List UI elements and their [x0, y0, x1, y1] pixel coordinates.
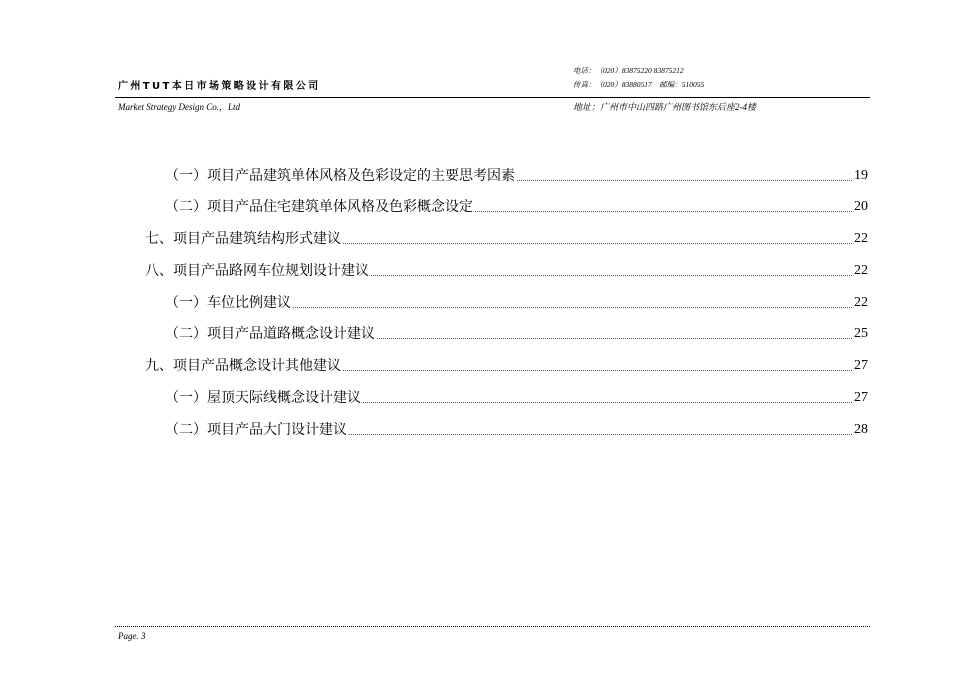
toc-entry[interactable] [145, 261, 868, 281]
toc-entry-title: （一）项目产品建筑单体风格及色彩设定的主要思考因素 [165, 168, 515, 184]
header-fax: 传真：（020）83880517 邮编：510055 [573, 80, 705, 89]
toc-dot-leader [363, 402, 852, 403]
toc-entry-page: 20 [854, 199, 868, 214]
toc-entry[interactable] [165, 166, 868, 186]
toc-entry-page: 19 [854, 168, 868, 183]
toc-dot-leader [343, 370, 852, 371]
toc-entry-title: （二）项目产品住宅建筑单体风格及色彩概念设定 [165, 199, 473, 215]
toc-entry-page: 22 [854, 231, 868, 246]
toc-dot-leader [343, 243, 852, 244]
toc-entry-title: 八、项目产品路网车位规划设计建议 [145, 263, 369, 279]
header-phone: 电话：（020）83875220 83875212 [573, 66, 684, 75]
toc-entry[interactable] [165, 388, 868, 408]
toc-dot-leader [377, 338, 852, 339]
toc-entry-title: 九、项目产品概念设计其他建议 [145, 358, 341, 374]
toc-entry[interactable] [165, 197, 868, 217]
company-name: 广州TUT本日市场策略设计有限公司 [118, 81, 321, 92]
toc-entry-title: （一）屋顶天际线概念设计建议 [165, 390, 361, 406]
company-english-name: Market Strategy Design Co.，Ltd [118, 102, 240, 112]
toc-dot-leader [293, 307, 852, 308]
toc-entry-page: 22 [854, 295, 868, 310]
toc-entry-title: 七、项目产品建筑结构形式建议 [145, 231, 341, 247]
page-number: Page. 3 [118, 631, 146, 641]
toc-dot-leader [517, 180, 852, 181]
toc-dot-leader [349, 434, 852, 435]
toc-entry-page: 25 [854, 326, 868, 341]
toc-entry[interactable] [165, 420, 868, 440]
toc-entry[interactable] [145, 356, 868, 376]
toc-entry-page: 27 [854, 358, 868, 373]
toc-entry-page: 27 [854, 390, 868, 405]
toc-entry-title: （二）项目产品道路概念设计建议 [165, 326, 375, 342]
toc-dot-leader [475, 211, 852, 212]
toc-entry[interactable] [165, 324, 868, 344]
toc-entry-title: （二）项目产品大门设计建议 [165, 422, 347, 438]
header-address: 地址：广州市中山四路广州图书馆东后座2-4楼 [573, 102, 756, 112]
footer-rule [115, 626, 870, 627]
toc-entry-page: 22 [854, 263, 868, 278]
toc-entry-title: （一）车位比例建议 [165, 295, 291, 311]
toc-entry[interactable] [165, 293, 868, 313]
toc-dot-leader [371, 275, 852, 276]
toc-entry[interactable] [145, 229, 868, 249]
toc-entry-page: 28 [854, 422, 868, 437]
